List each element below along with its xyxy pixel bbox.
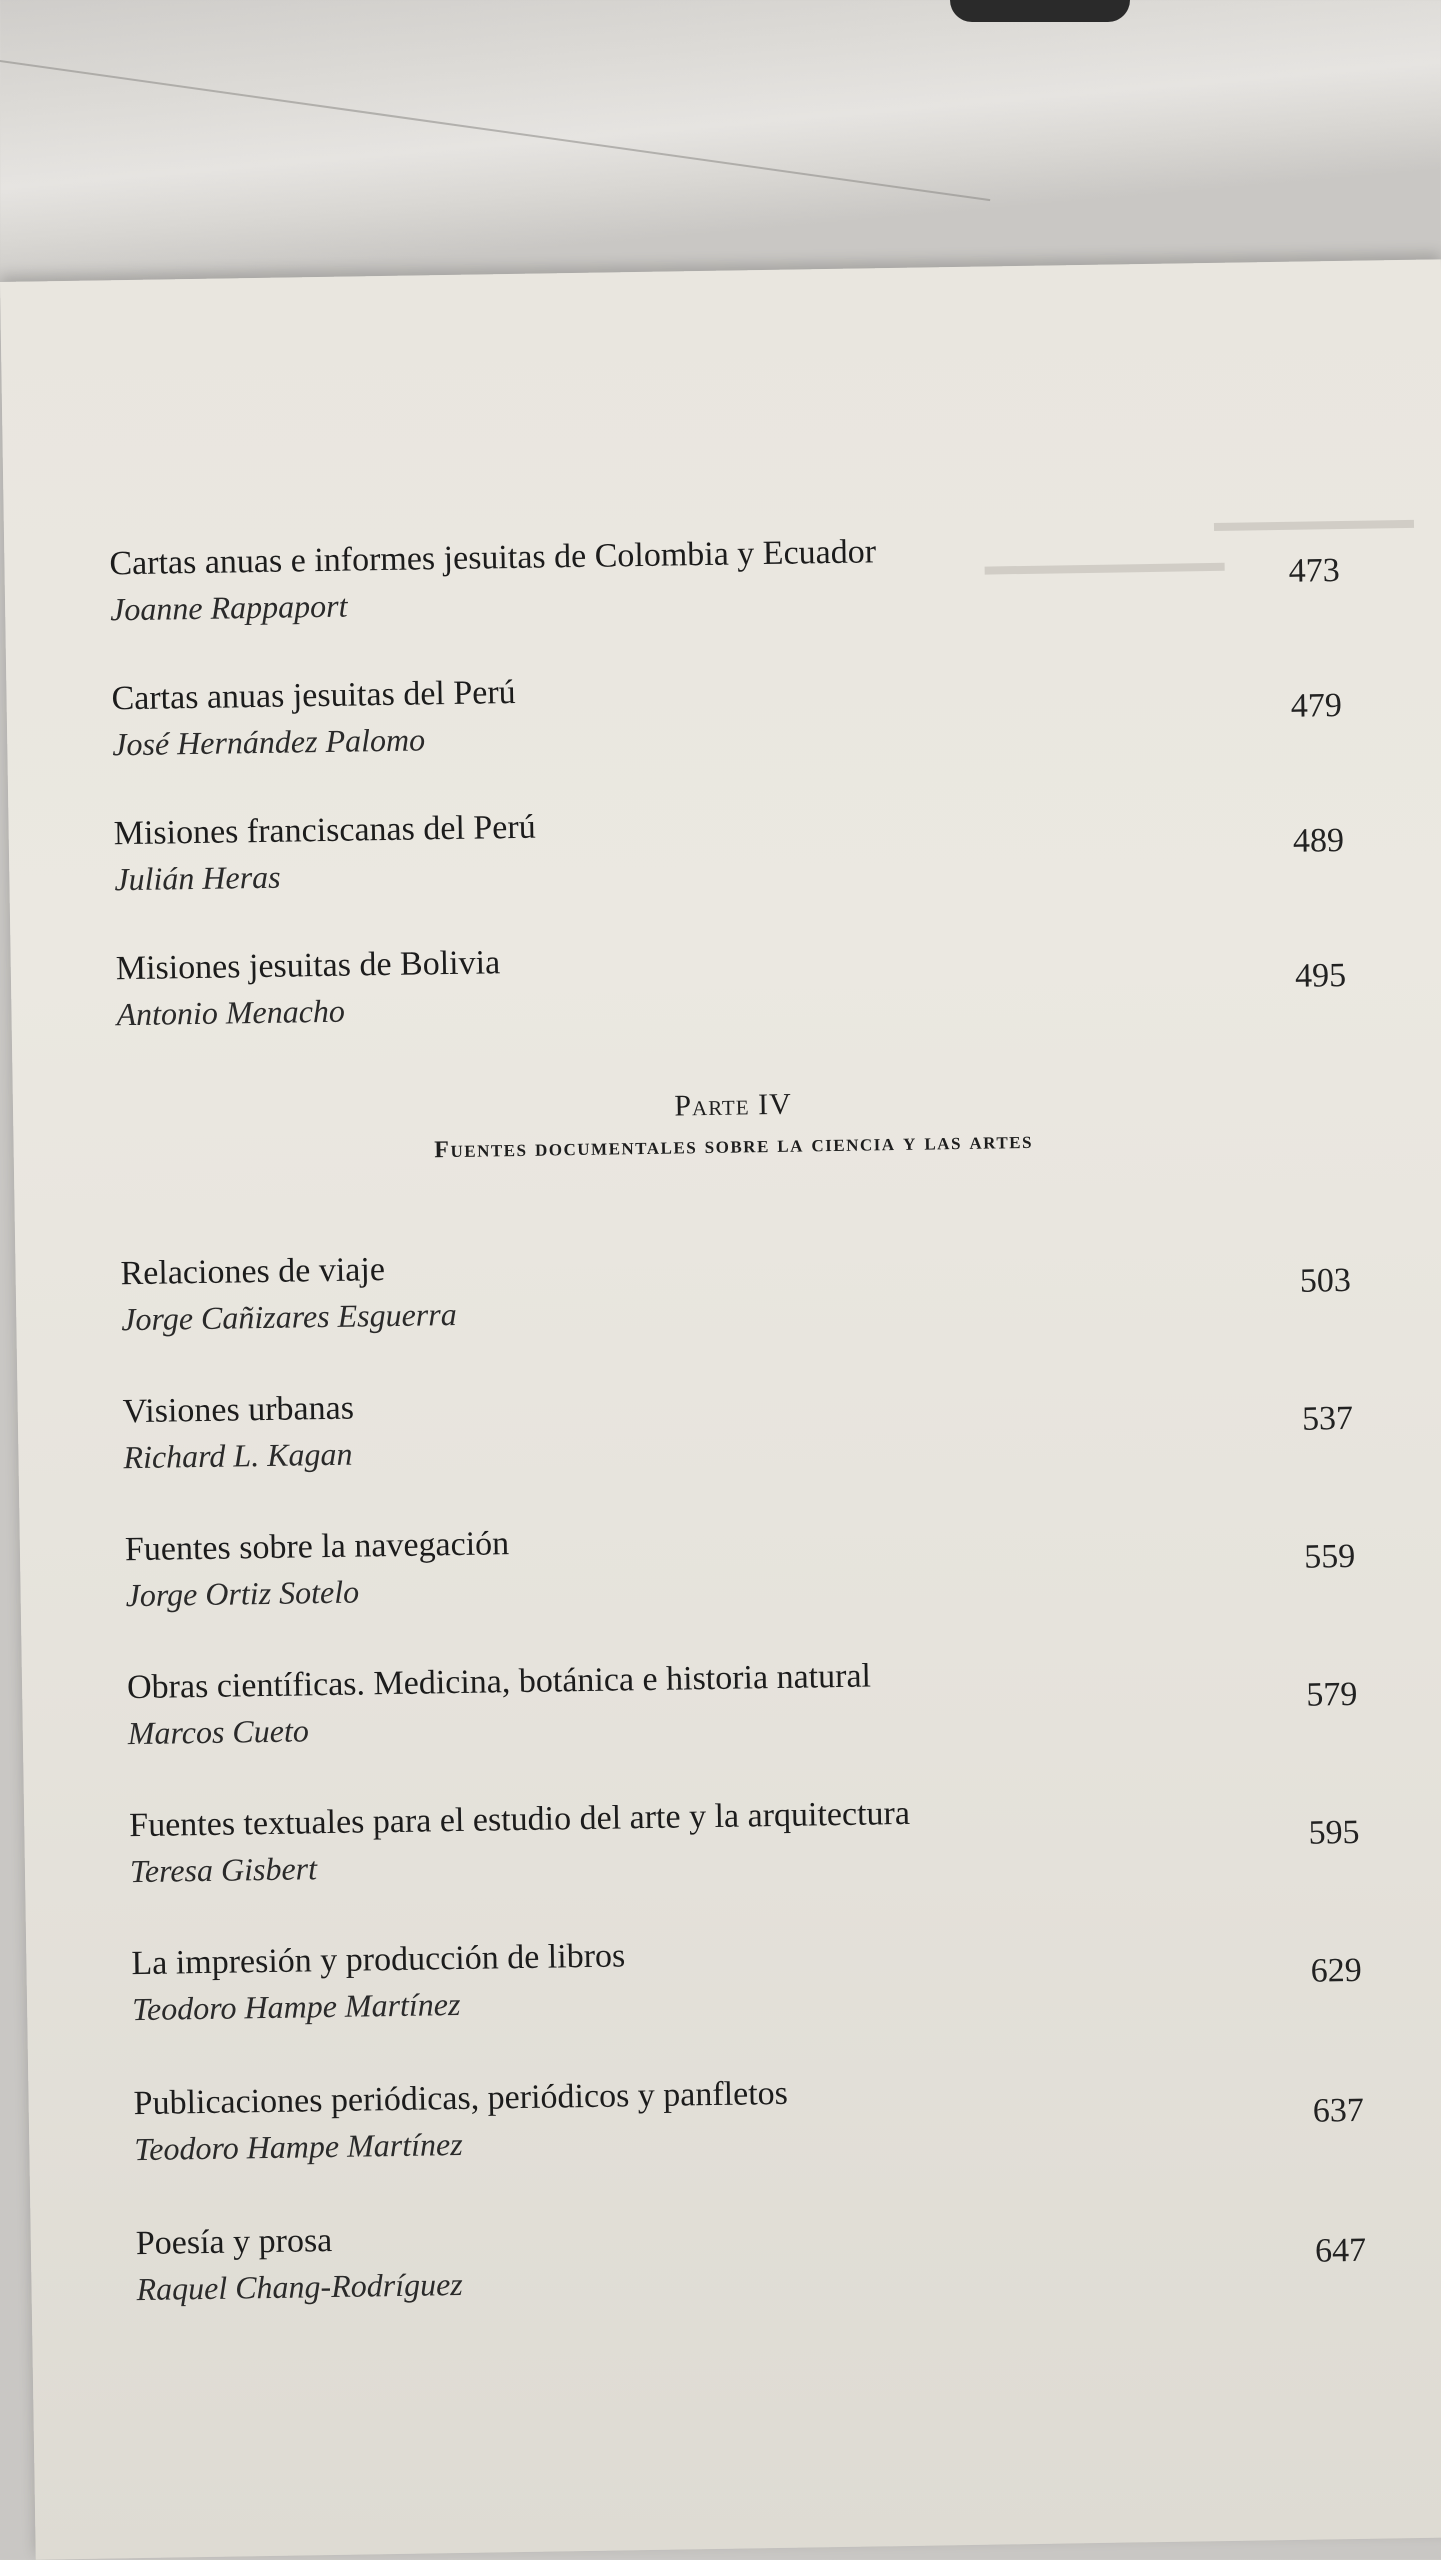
- toc-entry: [116, 931, 1348, 1060]
- toc-entry: [111, 661, 1343, 790]
- entry-page: 503: [1299, 1261, 1352, 1300]
- entry-author: Joanne Rappaport: [109, 587, 348, 628]
- entry-title: Publicaciones periódicas, periódicos y panfletos: [133, 2074, 789, 2123]
- entry-author: Antonio Menacho: [116, 992, 346, 1033]
- toc-entry: [113, 796, 1345, 925]
- entry-page: 637: [1312, 2091, 1365, 2130]
- entry-page: 479: [1290, 686, 1343, 725]
- entry-author: Richard L. Kagan: [123, 1435, 353, 1476]
- entry-page: 629: [1310, 1951, 1362, 1990]
- entry-page: 537: [1301, 1399, 1354, 1438]
- entry-title: Cartas anuas e informes jesuitas de Colombia y Ecuador: [109, 533, 877, 583]
- toc-entry: [131, 1926, 1363, 2055]
- entry-title: Fuentes textuales para el estudio del arte y la arquitectura: [128, 1794, 911, 1845]
- entry-title: Obras científicas. Medicina, botánica e historia natural: [126, 1657, 872, 1707]
- entry-title: Misiones franciscanas del Perú: [113, 808, 536, 853]
- entry-author: Julián Heras: [114, 858, 281, 898]
- entry-page: 595: [1308, 1813, 1360, 1852]
- entry-author: Teodoro Hampe Martínez: [131, 1985, 461, 2028]
- toc-entry: [127, 1650, 1359, 1779]
- entry-page: 579: [1306, 1675, 1358, 1714]
- toc-entry: [120, 1236, 1352, 1365]
- part-heading: [118, 1079, 1349, 1169]
- entry-title: Poesía y prosa: [135, 2222, 333, 2263]
- entry-title: Visiones urbanas: [122, 1389, 355, 1431]
- book-page: [0, 259, 1441, 2559]
- part-title: Fuentes documentales sobre la ciencia y las artes: [434, 1127, 1034, 1164]
- entry-title: Fuentes sobre la navegación: [124, 1525, 510, 1569]
- toc-entry: [136, 2206, 1368, 2335]
- toc-entry: [125, 1512, 1357, 1641]
- toc-entry: [129, 1788, 1361, 1917]
- entry-author: Jorge Ortiz Sotelo: [125, 1573, 360, 1614]
- entry-author: Jorge Cañizares Esguerra: [121, 1295, 457, 1338]
- entry-author: Marcos Cueto: [127, 1712, 310, 1752]
- part-label: Parte IV: [674, 1087, 792, 1123]
- entry-title: Relaciones de viaje: [120, 1251, 386, 1293]
- entry-title: La impresión y producción de libros: [131, 1937, 626, 1983]
- entry-author: Raquel Chang-Rodríguez: [136, 2265, 463, 2308]
- toc-entry: [122, 1374, 1354, 1503]
- entry-page: 489: [1292, 821, 1345, 860]
- entry-page: 647: [1314, 2231, 1367, 2270]
- entry-author: Teresa Gisbert: [129, 1850, 318, 1890]
- entry-title: Cartas anuas jesuitas del Perú: [111, 673, 516, 718]
- entry-page: 473: [1288, 551, 1340, 590]
- entry-author: José Hernández Palomo: [111, 721, 426, 763]
- entry-author: Teodoro Hampe Martínez: [134, 2125, 463, 2168]
- table-edge: [0, 60, 990, 201]
- entry-page: 559: [1303, 1537, 1356, 1576]
- dark-object: [950, 0, 1130, 22]
- toc-entry: [133, 2066, 1365, 2195]
- entry-page: 495: [1294, 956, 1347, 995]
- entry-title: Misiones jesuitas de Bolivia: [115, 944, 501, 988]
- toc-entry: [109, 526, 1341, 655]
